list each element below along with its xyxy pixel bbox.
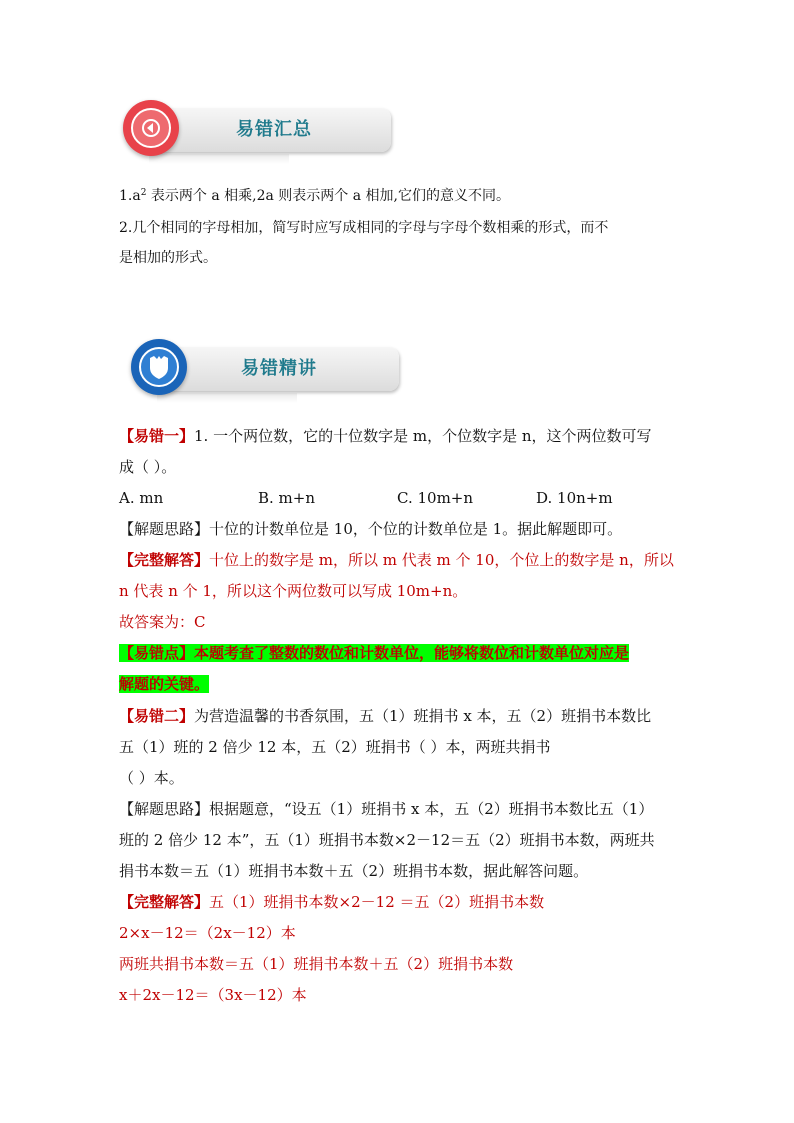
error1-hint: 【解题思路】十位的计数单位是 10，个位的计数单位是 1。据此解题即可。 <box>119 520 623 538</box>
error2-hint-line-1: 【解题思路】根据题意，“设五（1）班捐书 x 本，五（2）班捐书本数比五（1） <box>119 800 654 818</box>
option-c: C. 10m+n <box>397 489 474 507</box>
error1-final-answer: 故答案为：C <box>119 613 206 631</box>
error1-key-point-line-1: 【易错点】本题考查了整数的数位和计数单位，能够将数位和计数单位对应是 <box>119 644 630 662</box>
error1-answer-line-1: 【完整解答】十位上的数字是 m，所以 m 代表 m 个 10，个位上的数字是 n，所以 <box>119 551 674 569</box>
option-b: B. m+n <box>258 489 316 507</box>
section-title: 易错精讲 <box>241 358 317 379</box>
error1-answer-line-2: n 代表 n 个 1，所以这个两位数可以写成 10m+n。 <box>119 582 468 600</box>
error2-hint-line-3: 捐书本数＝五（1）班捐书本数＋五（2）班捐书本数，据此解答问题。 <box>119 862 589 880</box>
error2-answer-line-4: x＋2x－12＝（3x－12）本 <box>119 986 307 1004</box>
option-d: D. 10n+m <box>536 489 613 507</box>
error2-question-line-2: 五（1）班的 2 倍少 12 本，五（2）班捐书（ ）本，两班共捐书 <box>119 738 551 756</box>
error2-answer-line-3: 两班共捐书本数＝五（1）班捐书本数＋五（2）班捐书本数 <box>119 955 514 973</box>
summary-line-1: $1.a^2$ 表示两个 a 相乘,2a 则表示两个 a 相加,它们的意义不同。 <box>119 188 511 204</box>
error2-question-line-3: （ ）本。 <box>119 769 184 787</box>
error1-label: 【易错一】 <box>119 427 195 445</box>
summary-badge <box>123 100 179 156</box>
error2-label: 【易错二】 <box>119 707 195 725</box>
error2-answer-line-2: 2×x－12＝（2x－12）本 <box>119 924 296 942</box>
option-a: A. mn <box>119 489 164 507</box>
explain-badge <box>131 339 187 395</box>
error2-answer-line-1: 【完整解答】五（1）班捐书本数×2－12 ＝五（2）班捐书本数 <box>119 893 545 911</box>
error2-question-line-1: 【易错二】为营造温馨的书香氛围，五（1）班捐书 x 本，五（2）班捐书本数比 <box>119 707 652 725</box>
error1-question-line-2: 成（ ）。 <box>119 458 177 476</box>
section-header-summary <box>123 100 391 156</box>
back-arrow-icon <box>141 118 161 138</box>
section-title: 易错汇总 <box>236 119 312 140</box>
error1-question-line-1: 【易错一】1. 一个两位数，它的十位数字是 m，个位数字是 n，这个两位数可写 <box>119 427 652 445</box>
summary-line-2: 2.几个相同的字母相加，简写时应写成相同的字母与字母个数相乘的形式，而不 <box>119 220 609 236</box>
error2-hint-line-2: 班的 2 倍少 12 本”，五（1）班捐书本数×2－12＝五（2）班捐书本数，两班共 <box>119 831 655 849</box>
shield-icon <box>148 354 170 380</box>
section-header-explain <box>131 339 399 395</box>
error1-key-point-line-2: 解题的关键。 <box>119 675 210 693</box>
summary-line-3: 是相加的形式。 <box>119 250 217 266</box>
